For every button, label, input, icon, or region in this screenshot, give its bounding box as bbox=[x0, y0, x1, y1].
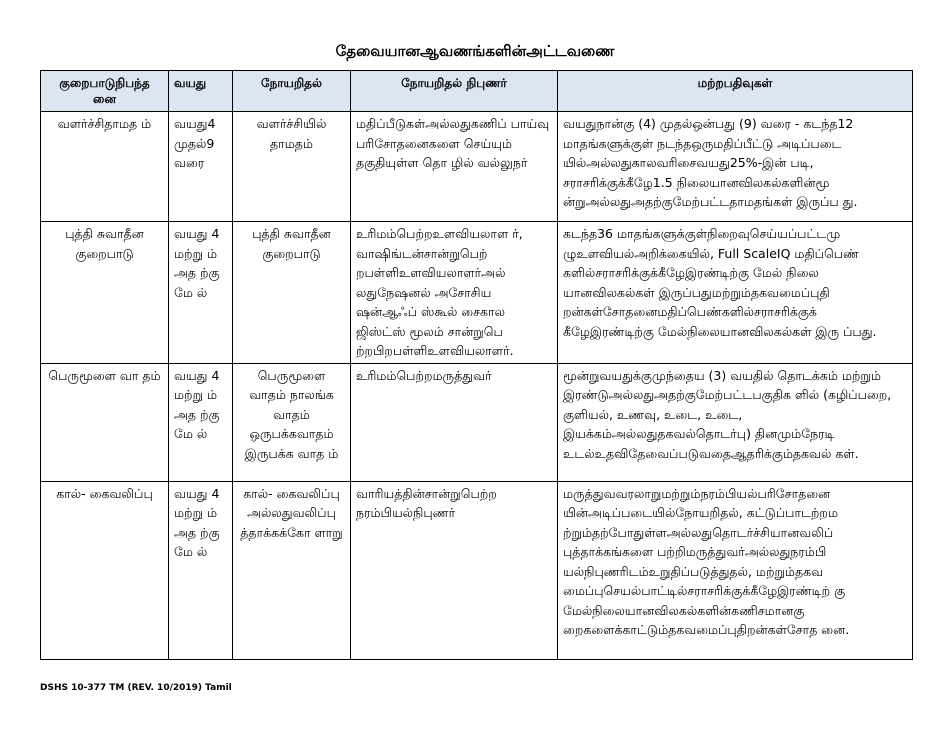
cell-age: வயது 4 மற்று ம் அத ற்கு மே ல் bbox=[169, 222, 233, 364]
table-row bbox=[41, 222, 913, 364]
cell-diagnostician: வாரியத்தின்சான்றுபெற்ற நரம்பியல்நிபுணர் bbox=[351, 481, 558, 659]
cell-condition: வளர்ச்சிதாமத ம் bbox=[41, 112, 169, 222]
header-diagnostician: நோயறிதல் நிபுணர் bbox=[351, 71, 558, 112]
table-header-row bbox=[41, 71, 913, 112]
cell-age: வயது 4 மற்று ம் அத ற்கு மே ல் bbox=[169, 363, 233, 481]
form-footer: DSHS 10-377 TM (REV. 10/2019) Tamil bbox=[40, 683, 232, 693]
cell-condition: புத்தி சுவாதீன குறைபாடு bbox=[41, 222, 169, 364]
cell-condition: கால்- கைவலிப்பு bbox=[41, 481, 169, 659]
header-age: வயது bbox=[169, 71, 233, 112]
cell-diagnostician: மதிப்பீடுகள்அல்லதுகணிப் பாய்வு பரிசோதனைகளை செய்யும் தகுதியுள்ள தொ ழில் வல்லுநர் bbox=[351, 112, 558, 222]
table-row bbox=[41, 481, 913, 659]
cell-diagnosis: புத்தி சுவாதீன குறைபாடு bbox=[233, 222, 351, 364]
cell-diagnostician: உரிமம்பெற்றஉளவியலாள ர், வாஷிங்டன்சான்றுபெற் றபள்ளிஉளவியலாளர்அல் லதுநேஷனல் அசோசிய ஷன்ஆஃப் ஸ்கூல் சைகால ஜிஸ்ட்ஸ் மூலம் சான்றுபெ ற்றபிறபள்ளிஉளவியலாளர். bbox=[351, 222, 558, 364]
header-condition: குறைபாடுநிபந்த னை bbox=[41, 71, 169, 112]
table-row bbox=[41, 112, 913, 222]
cell-other-records: வயதுநான்கு (4) முதல்ஒன்பது (9) வரை - கடந்த12 மாதங்களுக்குள் நடந்தஒருமதிப்பீட்டு அடிப்படை யில்அல்லதுகாலவரிசைவயது25%-இன் படி, சராசரிக்குக்கீழே1.5 நிலையானவிலகல்களின்மூ ன்றுஅல்லதுஅதற்குமேற்பட்டதாமதங்கள் இருப்ப து. bbox=[558, 112, 913, 222]
cell-other-records: மருத்துவவரலாறுமற்றும்நரம்பியல்பரிசோதனை யின்அடிப்படையில்நோயறிதல், கட்டுப்பாடற்றம ற்றும்தற்போதுள்ளஅல்லதுதொடர்ச்சியானவலிப் புத்தாக்கங்களை பற்றிமருத்துவர்அல்லதுநரம்பி யல்நிபுணரிடம்உறுதிப்படுத்துதல், மற்றும்தகவ மைப்புசெயல்பாட்டில்சராசரிக்குக்கீழேஇரண்டிற் கு மேல்நிலையானவிலகல்களின்கணிசமானகு றைகளைக்காட்டும்தகவமைப்புதிறன்கள்சோத னை. bbox=[558, 481, 913, 659]
header-diagnosis: நோயறிதல் bbox=[233, 71, 351, 112]
header-other-records: மற்றபதிவுகள் bbox=[558, 71, 913, 112]
cell-condition: பெருமூளை வா தம் bbox=[41, 363, 169, 481]
cell-diagnosis: பெருமூளை வாதம் நாலங்க வாதம் ஒருபக்கவாதம் இருபக்க வாத ம் bbox=[233, 363, 351, 481]
cell-age: வயது 4 மற்று ம் அத ற்கு மே ல் bbox=[169, 481, 233, 659]
cell-diagnosis: வளர்ச்சியில் தாமதம் bbox=[233, 112, 351, 222]
cell-other-records: மூன்றுவயதுக்குமுந்தைய (3) வயதில் தொடக்கம் மற்றும் இரண்டுஅல்லதுஅதற்குமேற்பட்டபகுதிக ளில் (கழிப்பறை, குளியல், உணவு, உடை, உடை, இயக்கம்அல்லதுதகவல்தொடர்பு) தினமும்நேரடி உடல்உதவிதேவைப்படுவதைஆதரிக்கும்தகவல் கள். bbox=[558, 363, 913, 481]
page-title: தேவையானஆவணங்களின்அட்டவணை bbox=[335, 42, 615, 60]
cell-diagnostician: உரிமம்பெற்றமருத்துவர் bbox=[351, 363, 558, 481]
cell-other-records: கடந்த36 மாதங்களுக்குள்நிறைவுசெய்யப்பட்டமு ழுஉளவியல்அறிக்கையில், Full ScaleIQ மதிப்பெண் களில்சராசரிக்குக்கீழேஇரண்டிற்கு மேல் நிலை யானவிலகல்கள் இருப்பதுமற்றும்தகவமைப்புதி றன்கள்சோதனைமதிப்பெண்களில்சராசரிக்குக் கீழேஇரண்டிற்கு மேல்நிலையானவிலகல்கள் இரு ப்பது. bbox=[558, 222, 913, 364]
cell-diagnosis: கால்- கைவலிப்பு அல்லதுவலிப்பு த்தாக்கக்கோ ளாறு bbox=[233, 481, 351, 659]
cell-age: வயது4 முதல்9 வரை bbox=[169, 112, 233, 222]
documents-table bbox=[40, 70, 913, 660]
table-row bbox=[41, 363, 913, 481]
